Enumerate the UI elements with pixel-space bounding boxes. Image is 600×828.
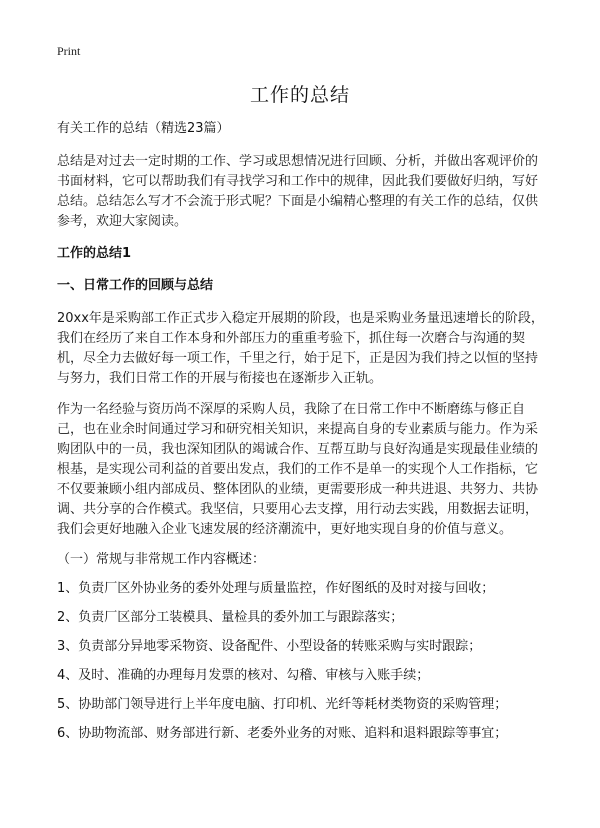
body-paragraph-1: 20xx年是采购部工作正式步入稳定开展期的阶段，也是采购业务量迅速增长的阶段，我们在经历了来自工作本身和外部压力的重重考验下，抓住每一次磨合与沟通的契机，尽全力去做好每一项工作，千里之行，始于足下，正是因为我们持之以恒的坚持与努力，我们日常工作的开展与衔接也在逐渐步入正轨。 (57, 311, 544, 386)
list-item: 4、及时、准确的办理每月发票的核对、勾稽、审核与入账手续； (57, 668, 430, 683)
section-title: 工作的总结1 (57, 246, 132, 261)
section-heading: 一、日常工作的回顾与总结 (57, 278, 214, 293)
list-item: 3、负责部分异地零采物资、设备配件、小型设备的转账采购与实时跟踪； (57, 639, 482, 654)
document-subtitle: 有关工作的总结（精选23篇） (57, 121, 230, 136)
list-item: 6、协助物流部、财务部进行新、老委外业务的对账、追料和退料跟踪等事宜； (57, 726, 508, 741)
print-label: Print (57, 44, 81, 58)
body-paragraph-2: 作为一名经验与资历尚不深厚的采购人员，我除了在日常工作中不断磨练与修正自己，也在业余时间通过学习和研究相关知识，来提高自身的专业素质与能力。作为采购团队中的一员，我也深知团队的竭诚合作、互帮互助与良好沟通是实现最佳业绩的根基，是实现公司利益的首要出发点，我们的工作不是单一的实现个人工作指标，它不仅要兼顾小组内部成员、整体团队的业绩，更需要形成一种共进退、共努力、共协调、共分享的合作模式。我坚信，只要用心去支撑，用行动去实践，用数据去证明，我们会更好地融入企业飞速发展的经济潮流中，更好地实现自身的价值与意义。 (57, 402, 539, 537)
intro-paragraph: 总结是对过去一定时期的工作、学习或思想情况进行回顾、分析，并做出客观评价的书面材料，它可以帮助我们有寻找学习和工作中的规律，因此我们要做好归纳，写好总结。总结怎么写才不会流于形式呢？下面是小编精心整理的有关工作的总结，仅供参考，欢迎大家阅读。 (57, 154, 539, 229)
list-item: 2、负责厂区部分工装模具、量检具的委外加工与跟踪落实； (57, 610, 404, 625)
list-heading: （一）常规与非常规工作内容概述： (57, 552, 266, 567)
list-item: 5、协助部门领导进行上半年度电脑、打印机、光纤等耗材类物资的采购管理； (57, 697, 508, 712)
document-body (57, 120, 549, 754)
list-item: 1、负责厂区外协业务的委外处理与质量监控，作好图纸的及时对接与回收； (57, 581, 495, 596)
document-title: 工作的总结 (249, 84, 350, 106)
